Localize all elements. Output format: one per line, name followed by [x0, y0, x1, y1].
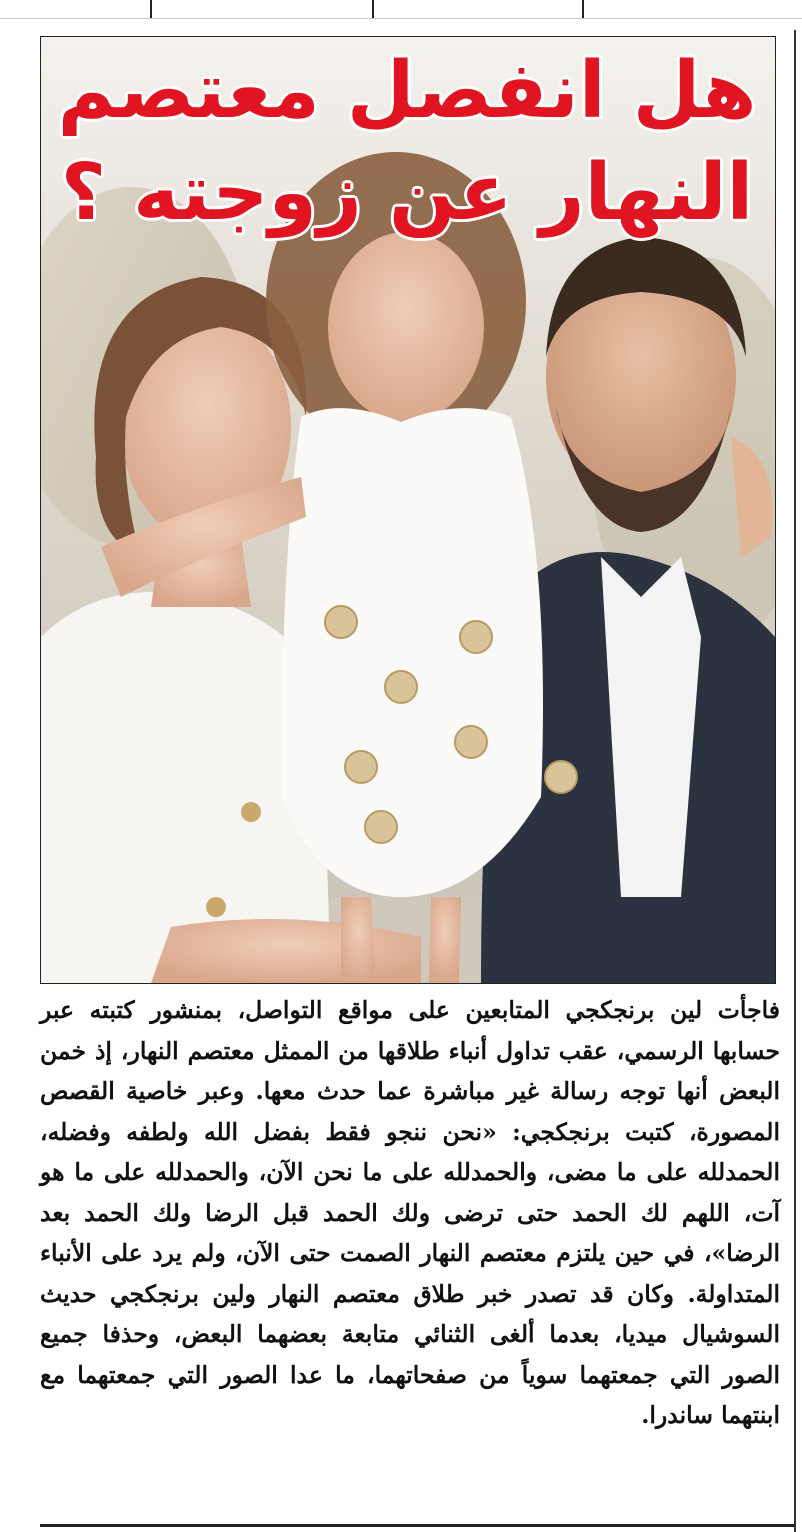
column-tick-left — [150, 0, 152, 18]
top-divider — [0, 18, 802, 19]
column-tick-right — [582, 0, 584, 18]
headline-line-2: النهار عن زوجته ؟ — [60, 148, 754, 238]
bottom-divider — [40, 1524, 794, 1527]
headline — [40, 40, 774, 244]
article-body: فاجأت لين برنجكجي المتابعين على مواقع التواصل، بمنشور كتبته عبر حسابها الرسمي، عقب تداول أنباء طلاقها من الممثل معتصم النهار، إذ خمن البعض أنها توجه رسالة غير مباشرة عما حدث معها. وعبر خاصية القصص المصورة، كتبت برنجكجي: «نحن ننجو فقط بفضل الله ولطفه وفضله، الحمدلله على ما مضى، والحمدلله على ما نحن الآن، والحمدلله على ما هو آت، اللهم لك الحمد حتى ترضى ولك الحمد قبل الرضا ولك الحمد بعد الرضا»، في حين يلتزم معتصم النهار الصمت حتى الآن، ولم يرد على الأنباء المتداولة. وكان قد تصدر خبر طلاق معتصم النهار ولين برنجكجي حديث السوشيال ميديا، بعدما ألغى الثنائي متابعة بعضهما البعض، وحذفا جميع الصور التي جمعتهما سوياً من صفحاتهما، ما عدا الصور التي جمعتهما مع ابنتهما ساندرا. — [40, 996, 780, 1429]
headline-line-1: هل انفصل معتصم — [57, 46, 757, 136]
column-border — [794, 30, 796, 1532]
column-tick-mid — [372, 0, 374, 18]
